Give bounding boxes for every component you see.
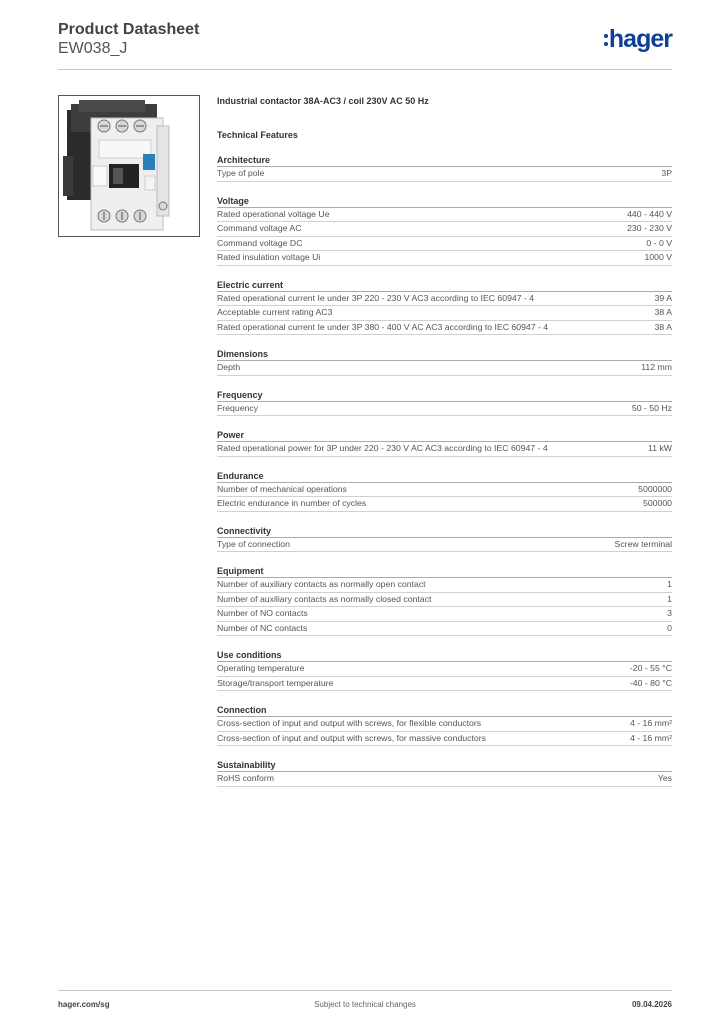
spec-row	[217, 483, 672, 498]
section-title: Power	[217, 429, 672, 442]
spec-row	[217, 732, 672, 747]
spec-label: Frequency	[217, 402, 259, 413]
spec-content	[217, 95, 672, 787]
spec-label: Number of mechanical operations	[217, 483, 347, 494]
section-title: Electric current	[217, 279, 672, 292]
spec-section	[217, 565, 672, 636]
section-title: Equipment	[217, 565, 672, 578]
spec-value: 3P	[661, 168, 672, 178]
spec-value: 1	[667, 579, 672, 589]
spec-row	[217, 593, 672, 608]
page-title: Product Datasheet	[58, 21, 200, 38]
spec-row	[217, 538, 672, 553]
section-title: Connection	[217, 704, 672, 717]
spec-value: 38 A	[654, 307, 672, 317]
footer-website: hager.com/sg	[58, 1000, 110, 1009]
spec-label: Type of connection	[217, 538, 290, 549]
spec-label: Operating temperature	[217, 663, 305, 673]
page-header	[58, 21, 672, 70]
spec-row	[217, 292, 672, 307]
spec-row	[217, 167, 672, 182]
page-footer	[58, 990, 672, 1013]
spec-row	[217, 578, 672, 593]
spec-label: Command voltage DC	[217, 237, 303, 248]
product-reference: EW038_J	[58, 40, 128, 57]
section-title: Endurance	[217, 470, 672, 483]
spec-row	[217, 402, 672, 417]
spec-label: Rated operational power for 3P under 220 - 230 V AC AC3 according to IEC 60947 - 4	[217, 443, 548, 453]
spec-label: Rated insulation voltage Ui	[217, 252, 321, 262]
spec-value: 1000 V	[644, 252, 672, 262]
section-title: Frequency	[217, 389, 672, 402]
spec-value: 112 mm	[641, 362, 672, 372]
spec-row	[217, 237, 672, 252]
spec-label: Depth	[217, 362, 241, 372]
spec-section	[217, 704, 672, 746]
spec-value: 5000000	[638, 483, 672, 494]
spec-section	[217, 525, 672, 553]
spec-row	[217, 677, 672, 692]
spec-section	[217, 470, 672, 512]
spec-value: 440 - 440 V	[627, 208, 672, 219]
spec-sections	[217, 154, 672, 787]
technical-features-heading: Technical Features	[217, 130, 298, 140]
spec-label: Rated operational current Ie under 3P 220 - 230 V AC3 according to IEC 60947 - 4	[217, 292, 535, 303]
spec-value: 39 A	[654, 292, 672, 303]
spec-value: 0	[667, 622, 672, 633]
spec-row	[217, 442, 672, 457]
spec-value: 11 kW	[648, 443, 672, 453]
spec-row	[217, 306, 672, 321]
spec-row	[217, 607, 672, 622]
spec-label: Type of pole	[217, 168, 265, 178]
section-title: Sustainability	[217, 759, 672, 772]
logo-colon-icon	[604, 32, 608, 48]
spec-row	[217, 772, 672, 787]
spec-label: Number of NC contacts	[217, 622, 308, 633]
contactor-illustration	[59, 96, 199, 236]
spec-value: -20 - 55 °C	[629, 663, 672, 673]
logo-text: hager	[608, 25, 672, 53]
spec-row	[217, 222, 672, 237]
spec-value: Yes	[657, 773, 672, 783]
spec-label: Electric endurance in number of cycles	[217, 498, 367, 508]
spec-value: Screw terminal	[614, 538, 672, 549]
section-title: Dimensions	[217, 348, 672, 361]
spec-value: 38 A	[654, 321, 672, 332]
section-title: Voltage	[217, 195, 672, 208]
spec-value: 4 - 16 mm²	[630, 718, 672, 728]
spec-row	[217, 662, 672, 677]
spec-value: 4 - 16 mm²	[630, 732, 672, 743]
spec-label: Number of auxiliary contacts as normally closed contact	[217, 593, 432, 604]
spec-value: -40 - 80 °C	[629, 677, 672, 688]
spec-section	[217, 429, 672, 457]
footer-date: 09.04.2026	[631, 1000, 672, 1009]
spec-label: RoHS conform	[217, 773, 274, 783]
spec-row	[217, 208, 672, 223]
spec-row	[217, 361, 672, 376]
section-title: Connectivity	[217, 525, 672, 538]
spec-value: 230 - 230 V	[627, 223, 672, 233]
spec-label: Storage/transport temperature	[217, 677, 334, 688]
spec-section	[217, 154, 672, 182]
spec-section	[217, 649, 672, 691]
spec-value: 50 - 50 Hz	[631, 402, 672, 413]
spec-label: Cross-section of input and output with screws, for massive conductors	[217, 732, 486, 743]
product-description: Industrial contactor 38A-AC3 / coil 230V AC 50 Hz	[217, 96, 429, 106]
section-title: Architecture	[217, 154, 672, 167]
spec-value: 0 - 0 V	[646, 237, 672, 248]
spec-section	[217, 759, 672, 787]
spec-section	[217, 279, 672, 336]
spec-row	[217, 717, 672, 732]
spec-section	[217, 348, 672, 376]
product-image	[58, 95, 200, 237]
spec-label: Rated operational voltage Ue	[217, 208, 330, 219]
spec-row	[217, 321, 672, 336]
spec-value: 500000	[643, 498, 672, 508]
spec-row	[217, 251, 672, 266]
spec-label: Number of NO contacts	[217, 608, 308, 618]
section-title: Use conditions	[217, 649, 672, 662]
spec-row	[217, 622, 672, 637]
spec-section	[217, 195, 672, 266]
spec-label: Number of auxiliary contacts as normally open contact	[217, 579, 426, 589]
spec-section	[217, 389, 672, 417]
spec-label: Rated operational current Ie under 3P 380 - 400 V AC AC3 according to IEC 60947 - 4	[217, 321, 549, 332]
spec-label: Acceptable current rating AC3	[217, 307, 333, 317]
spec-value: 1	[667, 593, 672, 604]
spec-value: 3	[667, 608, 672, 618]
spec-label: Command voltage AC	[217, 223, 302, 233]
spec-label: Cross-section of input and output with screws, for flexible conductors	[217, 718, 482, 728]
spec-row	[217, 497, 672, 512]
footer-notice: Subject to technical changes	[314, 1000, 416, 1009]
hager-logo	[604, 27, 672, 52]
